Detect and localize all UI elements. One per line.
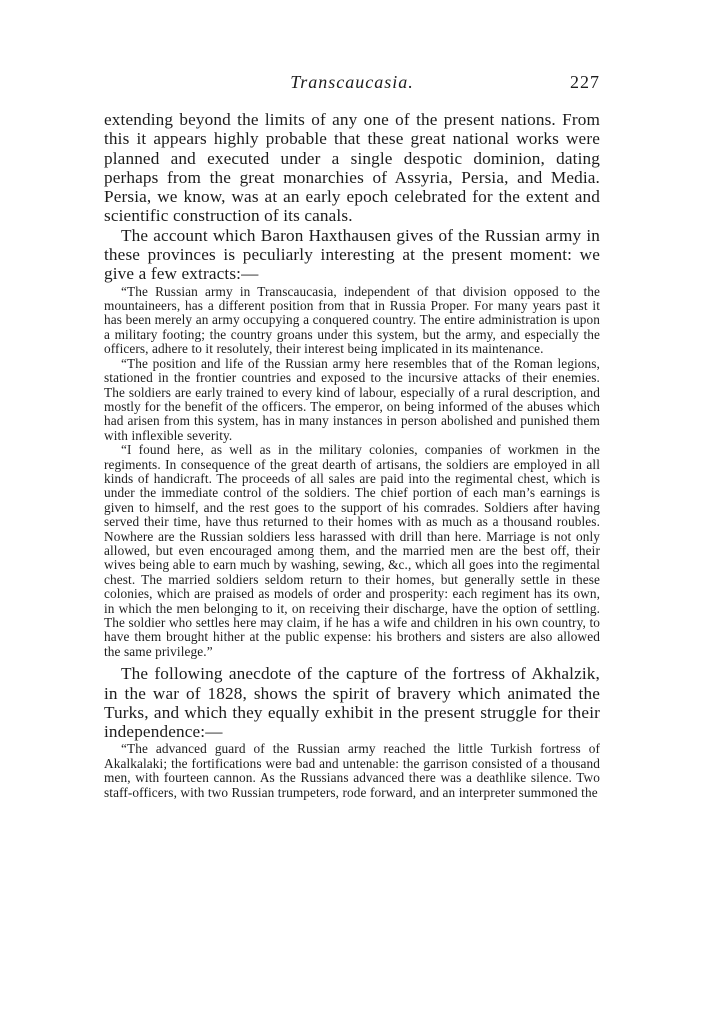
quote-workmen-regiments: “I found here, as well as in the military colonies, companies of workmen in the regiments. In consequence of the great dearth of artisans, the soldiers are employed in all kinds of handicraft. The proceeds of all sales are paid into the regimental chest, which is under the immediate control of the soldiers. The chief portion of each man’s earnings is given to himself, and the rest goes to the support of his comrades. Soldiers after having served their time, have thus returned to their homes with as much as a thousand roubles. Nowhere are the Russian soldiers less harassed with drill than here. Marriage is not only allowed, but even encouraged among them, and the married men are the best off, their wives being able to earn much by washing, sewing, &c., which all goes into the regimental chest. The married soldiers seldom return to their homes, but generally settle in these colonies, which are praised as models of order and prosperity: each regiment has its own, in which the men belonging to it, on receiving their discharge, have the option of settling. The soldier who settles here may claim, if he has a wife and children in his own country, to have them brought hither at the public expense: his brothers and sisters are also allowed the same privilege.” [104,442,600,659]
quote-roman-legions: “The position and life of the Russian army here resembles that of the Roman legions, stationed in the frontier countries and exposed to the incursive attacks of their enemies. The soldiers are early trained to every kind of labour, especially of a rural description, and mostly for the benefit of the officers. The emperor, on being informed of the abuses which had arisen from this system, has in many instances in person abolished and punished them with inflexible severity. [104,355,600,443]
paragraph-haxthausen-intro: The account which Baron Haxthausen gives of the Russian army in these provinces is peculiarly interesting at the present moment: we give a few extracts:— [104,225,600,284]
running-head [104,72,600,98]
quote-russian-army-position: “The Russian army in Transcaucasia, independent of that division opposed to the mountaineers, has a different position from that in Russia Proper. For many years past it has been merely an army occupying a conquered country. The entire administration is upon a military footing; the country groans under this system, but the army, and especially the officers, adhere to it resolutely, their interest being implicated in its maintenance. [104,283,600,357]
body-text [104,110,600,800]
paragraph-continuation: extending beyond the limits of any one of the present nations. From this it appears highly probable that these great national works were planned and executed under a single despotic dominion, dating perhaps from the great monarchies of Assyria, Persia, and Media. Persia, we know, was at an early epoch celebrated for the extent and scientific construction of its canals. [104,110,600,226]
quote-akalkalaki-fortress: “The advanced guard of the Russian army reached the little Turkish fortress of Akalkalaki; the fortifications were bad and untenable: the garrison consisted of a thousand men, with fourteen cannon. As the Russians advanced there was a deathlike silence. Two staff-officers, with two Russian trumpeters, rode forward, and an interpreter summoned the [104,741,600,800]
page-number: 227 [570,72,600,92]
paragraph-akhalzik-anecdote: The following anecdote of the capture of the fortress of Akhalzik, in the war of 1828, shows the spirit of bravery which animated the Turks, and which they equally exhibit in the present struggle for their independence:— [104,664,600,742]
running-title: Transcaucasia. [290,72,414,92]
